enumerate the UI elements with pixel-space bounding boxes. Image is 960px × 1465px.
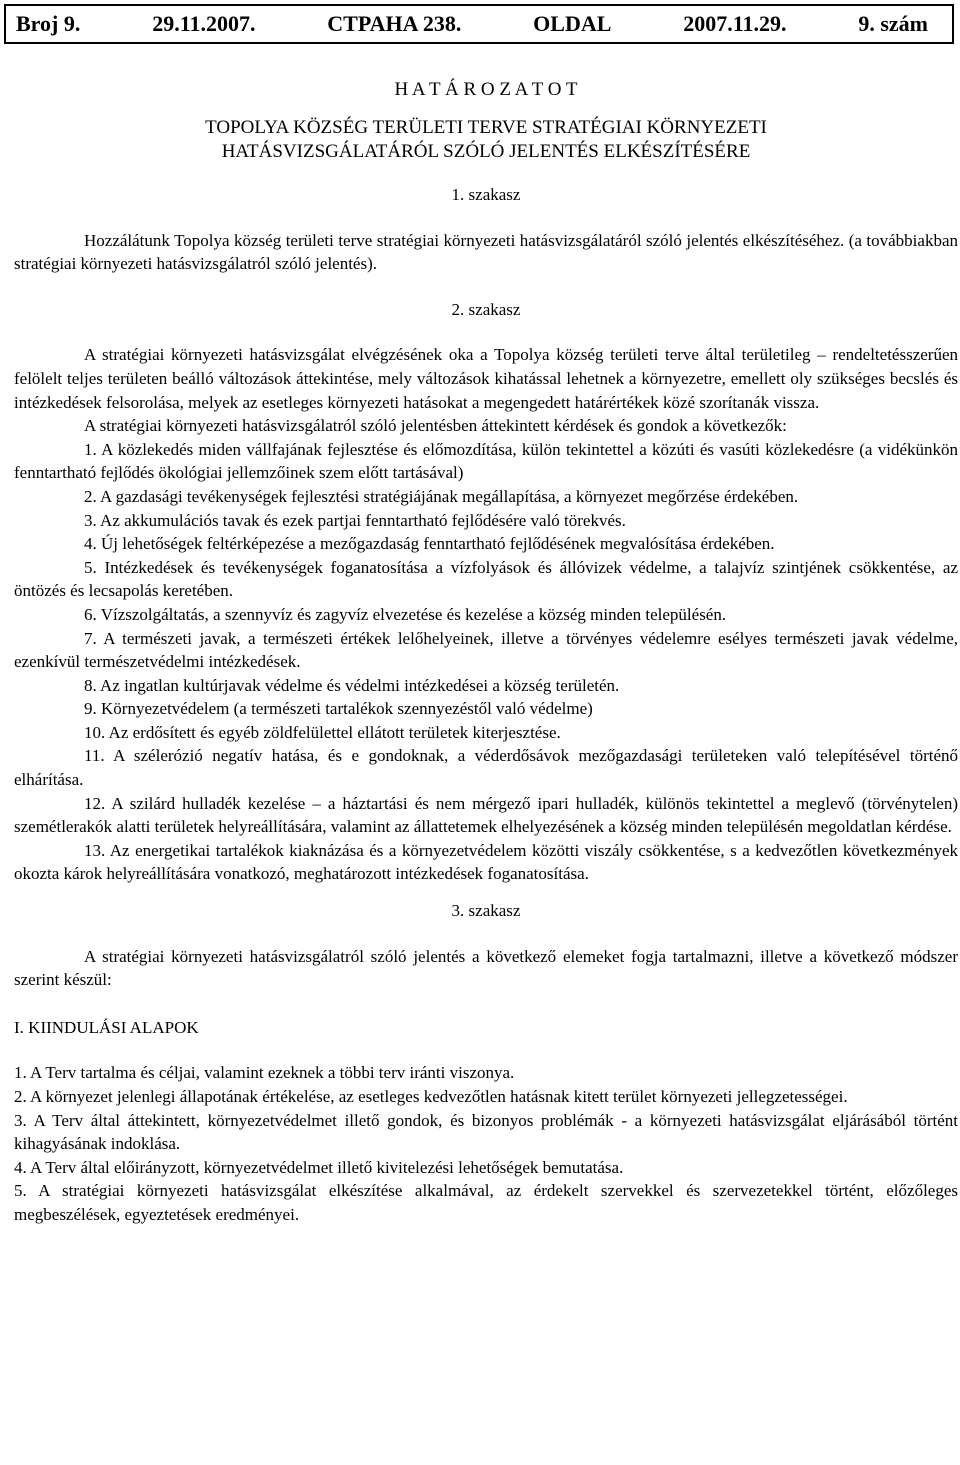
part-1-item: 5. A stratégiai környezeti hatásvizsgálat elkészítése alkalmával, az érdekelt szervekkel és szervezetekkel történt, előzőleges megbeszélések, egyeztetések eredményei. xyxy=(14,1181,958,1224)
header-date-hu: 2007.11.29. xyxy=(683,11,787,36)
issue-list-item: 11. A szélerózió negatív hatása, és e gondoknak, a véderdősávok mezőgazdasági területeken való telepítésével történő elhárítása. xyxy=(14,746,958,790)
document-body xyxy=(14,78,958,1227)
section-2-paragraph: A stratégiai környezeti hatásvizsgálatról szóló jelentésben áttekintett kérdések és gondok a következők: xyxy=(84,416,787,436)
section-1-heading: 1. szakasz xyxy=(451,185,521,204)
section-1-text: Hozzálátunk Topolya község területi terve stratégiai környezeti hatásvizsgálatáról szóló jelentés elkészítéséhez. (a továbbiakban stratégiai környezeti hatásvizsgálatról szóló jelentés). xyxy=(14,230,958,274)
issue-list-item: 6. Vízszolgáltatás, a szennyvíz és zagyvíz elvezetése és kezelése a község minden településén. xyxy=(84,604,727,624)
part-1-item: 1. A Terv tartalma és céljai, valamint ezeknek a többi terv iránti viszonya. xyxy=(14,1063,515,1083)
header-issue-hr: Broj 9. xyxy=(16,11,81,36)
header-page-sr: CTPAHA 238. xyxy=(327,11,462,36)
section-3-heading: 3. szakasz xyxy=(451,901,521,921)
issue-list-item: 8. Az ingatlan kultúrjavak védelme és védelmi intézkedései a község területén. xyxy=(84,675,620,695)
page-header xyxy=(4,4,954,44)
header-page-hu: OLDAL xyxy=(533,11,612,36)
part-1-heading: I. KIINDULÁSI ALAPOK xyxy=(14,1017,199,1037)
issue-list-item: 13. Az energetikai tartalékok kiaknázása és a környezetvédelem közötti viszály csökkentése, s a kedvezőtlen következmények okozta károk helyreállítására vonatkozó, meghatározott intézkedések foganatosítása. xyxy=(14,840,958,884)
issue-list-item: 1. A közlekedés miden vállfajának fejlesztése és előmozdítása, külön tekintettel a közúti és vasúti közlekedésre (a vidékünkön fenntartható fejlődés ökológiai jellemzőinek szem előtt tartásával) xyxy=(14,439,958,483)
part-1-item: 4. A Terv által előirányzott, környezetvédelmet illető kivitelezési lehetőségek bemutatása. xyxy=(14,1157,624,1177)
issue-list-item: 7. A természeti javak, a természeti értékek lelőhelyeinek, illetve a törvényes védelemre esélyes természeti javak védelme, ezenkívül természetvédelmi intézkedések. xyxy=(14,628,958,672)
section-2-paragraph: A stratégiai környezeti hatásvizsgálat elvégzésének oka a Topolya község területi terve által területileg – rendeltetésszerűen felölelt teljes területen beálló változások áttekintése, mely változások kihatással lehetnek a környezetre, emellett oly szükséges becslés és intézkedések felsorolása, melyek az esetleges környezeti hatásokat a megengedett határértékek közé szorítanák vissza. xyxy=(14,345,958,412)
document-subtitle-line1: TOPOLYA KÖZSÉG TERÜLETI TERVE STRATÉGIAI KÖRNYEZETI xyxy=(205,117,767,138)
document-subtitle-line2: HATÁSVIZSGÁLATÁRÓL SZÓLÓ JELENTÉS ELKÉSZÍTÉSÉRE xyxy=(221,141,751,162)
section-2-heading: 2. szakasz xyxy=(451,299,521,319)
issue-list-item: 4. Új lehetőségek feltérképezése a mezőgazdaság fenntartható fejlődésének megvalósítása érdekében. xyxy=(84,534,775,554)
issue-list-item: 12. A szilárd hulladék kezelése – a háztartási és nem mérgező ipari hulladék, különös tekintettel a meglevő (törvénytelen) szemétlerakók alatti területek helyreállítására, valamint az állattetemek elhelyezésének a község minden településén megoldatlan kérdése. xyxy=(14,793,958,837)
issue-list-item: 3. Az akkumulációs tavak és ezek partjai fenntartható fejlődésére való törekvés. xyxy=(84,510,626,530)
document-title: H A T Á R O Z A T O T xyxy=(394,79,578,100)
section-3-text: A stratégiai környezeti hatásvizsgálatról szóló jelentés a következő elemeket fogja tartalmazni, illetve a következő módszer szerint készül: xyxy=(14,946,958,990)
issue-list-item: 2. A gazdasági tevékenységek fejlesztési stratégiájának megállapítása, a környezet megőrzése érdekében. xyxy=(84,486,799,506)
part-1-item: 3. A Terv által áttekintett, környezetvédelmet illető gondok, és bizonyos problémák - a környezeti hatásvizsgálat eljárásából történt kihagyásának indoklása. xyxy=(14,1110,958,1154)
issue-list-item: 5. Intézkedések és tevékenységek foganatosítása a vízfolyások és állóvizek védelme, a talajvíz szintjének csökkentése, az öntözés és lecsapolás keretében. xyxy=(14,557,958,601)
issue-list-item: 9. Környezetvédelem (a természeti tartalékok szennyezéstől való védelme) xyxy=(84,699,593,719)
part-1-item: 2. A környezet jelenlegi állapotának értékelése, az esetleges kedvezőtlen hatásnak kitett terület környezeti jellegzetességei. xyxy=(14,1087,848,1106)
header-issue-hu: 9. szám xyxy=(858,11,928,36)
header-date-hr: 29.11.2007. xyxy=(152,11,256,36)
issue-list-item: 10. Az erdősített és egyéb zöldfelülettel ellátott területek kiterjesztése. xyxy=(84,722,561,742)
